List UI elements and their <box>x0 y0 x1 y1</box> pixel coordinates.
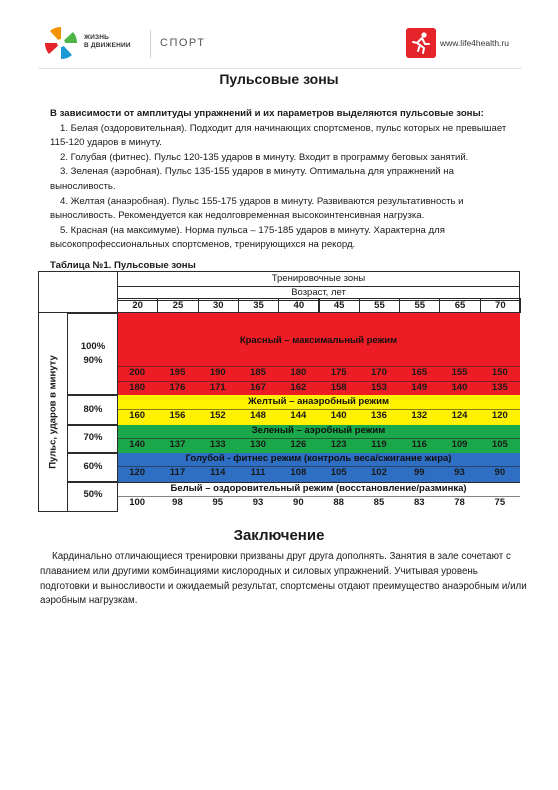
heart-rate-value: 117 <box>169 467 186 478</box>
heart-rate-value: 124 <box>451 410 468 421</box>
heart-rate-value: 180 <box>129 382 146 393</box>
site-url[interactable]: www.life4health.ru <box>440 38 509 48</box>
heart-rate-value: 99 <box>413 467 425 478</box>
heart-rate-value: 114 <box>210 467 226 478</box>
zone-label: Желтый – анаэробный режим <box>248 396 389 407</box>
heart-rate-value: 120 <box>129 467 146 478</box>
heart-rate-value: 200 <box>129 367 146 378</box>
heart-rate-value: 167 <box>250 382 266 393</box>
zone-percent: 80% <box>83 404 103 415</box>
heart-rate-value: 90 <box>494 467 506 478</box>
heart-rate-value: 105 <box>491 439 508 450</box>
heart-rate-value: 153 <box>371 382 387 393</box>
heart-rate-value: 149 <box>411 382 428 393</box>
conclusion-text: Кардинально отличающиеся тренировки призваны друг друга дополнять. Занятия в зале сочетают с плаванием или другими комбинациями кислородных и силовых упражнений. Учитывая уровень подготовки и выносливости и ожидаемый результат, спортсмены отдают преимущество анаэробным и/или аэробным нагрузкам. <box>40 551 527 607</box>
heart-rate-value: 144 <box>290 410 307 421</box>
heart-rate-value: 185 <box>250 367 266 378</box>
heart-rate-value: 136 <box>371 410 387 421</box>
heart-rate-value: 88 <box>333 497 344 508</box>
heart-rate-value: 83 <box>413 497 425 508</box>
heart-rate-value: 116 <box>411 439 427 450</box>
heart-rate-value: 78 <box>454 497 465 508</box>
section-label: СПОРТ <box>160 37 206 49</box>
percent-row-divider <box>67 425 118 453</box>
heart-rate-value: 109 <box>451 439 468 450</box>
page-title: Пульсовые зоны <box>219 71 339 87</box>
age-header-cell: 25 <box>157 298 198 313</box>
zone-percent: 60% <box>83 461 103 472</box>
zone-percent: 90% <box>83 355 103 366</box>
heart-rate-value: 100 <box>129 497 146 508</box>
heart-rate-value: 102 <box>371 467 387 478</box>
conclusion-title: Заключение <box>233 527 325 544</box>
age-header-cell: 55 <box>399 298 440 313</box>
zone-label: Зеленый – аэробный режим <box>251 425 386 436</box>
heart-rate-value: 140 <box>330 410 347 421</box>
heart-rate-value: 130 <box>250 439 266 450</box>
percent-row-divider <box>67 395 118 425</box>
zone-percent: 100% <box>80 341 106 352</box>
heart-rate-value: 190 <box>209 367 226 378</box>
zone-description: 4. Желтая (анаэробная). Пульс 155-175 ударов в минуту. Развиваются результативность и выносливость. Рекомендуется как недолговременная высокоинтенсивная нагрузка. <box>50 195 464 222</box>
heart-rate-value: 95 <box>212 497 224 508</box>
zone-description: 3. Зеленая (аэробная). Пульс 135-155 ударов в минуту. Оптимальна для упражнений на выносливость. <box>50 166 454 192</box>
heart-rate-value: 105 <box>330 467 347 478</box>
logo-text-line1: ЖИЗНЬ <box>84 34 109 41</box>
heart-rate-value: 152 <box>209 410 226 421</box>
heart-rate-value: 156 <box>169 410 186 421</box>
age-header-cell: 70 <box>480 298 521 313</box>
intro-lead: В зависимости от амплитуды упражнений и их параметров выделяются пульсовые зоны: <box>50 108 484 119</box>
heart-rate-value: 176 <box>169 382 186 393</box>
zone-percent: 70% <box>83 432 103 443</box>
heart-rate-value: 150 <box>491 367 508 378</box>
heart-rate-value: 108 <box>290 467 307 478</box>
heart-rate-value: 119 <box>371 439 387 450</box>
age-header-cell: 55 <box>359 298 400 313</box>
percent-row-divider <box>67 313 118 395</box>
heart-rate-value: 85 <box>373 497 385 508</box>
heart-rate-value: 155 <box>451 367 468 378</box>
zone-label: Голубой - фитнес режим (контроль веса/сжигание жира) <box>185 453 452 464</box>
heart-rate-value: 158 <box>330 382 347 393</box>
zone-percent: 50% <box>83 489 103 500</box>
zone-label: Красный – максимальный режим <box>239 335 398 346</box>
heart-rate-value: 90 <box>293 497 304 508</box>
heart-rate-value: 137 <box>169 439 186 450</box>
heart-rate-value: 93 <box>252 497 264 508</box>
age-header-cell: 40 <box>278 298 319 313</box>
heart-rate-value: 75 <box>494 497 506 508</box>
heart-rate-value: 123 <box>330 439 347 450</box>
heart-rate-value: 162 <box>290 382 307 393</box>
zone-description: 1. Белая (оздоровительная). Подходит для начинающих спортсменов, пульс которых не превышает 115-120 ударов в минуту. <box>50 122 507 149</box>
heart-rate-value: 93 <box>454 467 465 478</box>
heart-rate-value: 175 <box>330 367 347 378</box>
heart-rate-value: 148 <box>250 410 266 421</box>
heart-rate-value: 140 <box>129 439 146 450</box>
percent-row-divider <box>67 453 118 482</box>
table-header-zones: Тренировочные зоны <box>271 273 366 284</box>
heart-rate-value: 120 <box>491 410 508 421</box>
table-caption: Таблица №1. Пульсовые зоны <box>50 260 196 271</box>
zone-description: 2. Голубая (фитнес). Пульс 120-135 ударов в минуту. Входит в программу беговых занятий. <box>60 151 469 163</box>
age-header-cell: 20 <box>117 298 158 313</box>
heart-rate-value: 98 <box>172 497 183 508</box>
age-header-cell: 45 <box>319 298 360 313</box>
age-header-cell: 30 <box>198 298 239 313</box>
heart-rate-value: 126 <box>290 439 307 450</box>
heart-rate-value: 133 <box>209 439 226 450</box>
y-axis-label-text: Пульс, ударов в минуту <box>47 355 59 469</box>
heart-rate-value: 135 <box>491 382 508 393</box>
y-axis-label <box>41 312 65 512</box>
zone-description: 5. Красная (на максимуме). Норма пульса – 175-185 ударов в минуту. Характерна для высокопрофессиональных спортсменов, тренирующихся на рекорд. <box>50 224 445 251</box>
logo-text-line2: В ДВИЖЕНИИ <box>84 42 131 49</box>
heart-rate-value: 165 <box>411 367 428 378</box>
heart-rate-value: 171 <box>209 382 226 393</box>
heart-rate-value: 170 <box>371 367 387 378</box>
table-header-age: Возраст, лет <box>291 287 346 298</box>
zone-label: Белый – оздоровительный режим (восстановление/разминка) <box>170 483 467 494</box>
heart-rate-value: 160 <box>129 410 146 421</box>
heart-rate-value: 180 <box>290 367 307 378</box>
heart-rate-value: 140 <box>451 382 468 393</box>
heart-rate-value: 132 <box>411 410 428 421</box>
age-header-cell: 65 <box>439 298 480 313</box>
percent-row-divider <box>67 482 118 512</box>
heart-rate-value: 195 <box>169 367 186 378</box>
age-header-cell: 35 <box>238 298 279 313</box>
heart-rate-value: 111 <box>250 467 266 478</box>
